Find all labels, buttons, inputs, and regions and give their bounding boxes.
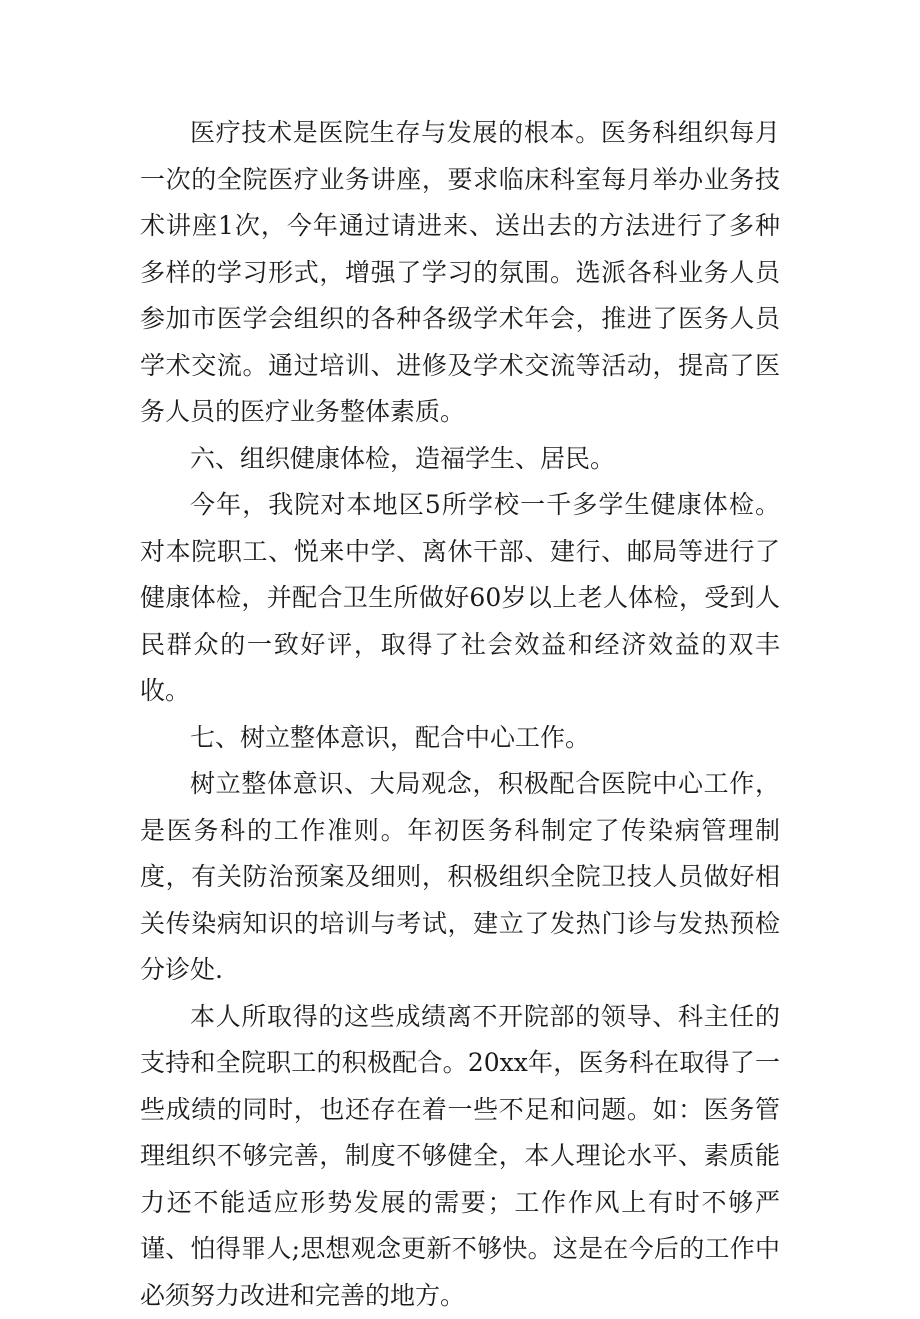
heading-section-seven: 七、树立整体意识，配合中心工作。 (140, 715, 780, 762)
paragraph-medical-technology: 医疗技术是医院生存与发展的根本。医务科组织每月一次的全院医疗业务讲座，要求临床科室每月举办业务技术讲座1次，今年通过请进来、送出去的方法进行了多种多样的学习形式，增强了学习的氛围。选派各科业务人员参加市医学会组织的各种各级学术年会，推进了医务人员学术交流。通过培训、进修及学术交流等活动，提高了医务人员的医疗业务整体素质。 (140, 110, 780, 436)
heading-section-six: 六、组织健康体检，造福学生、居民。 (140, 436, 780, 483)
document-body (140, 110, 780, 1319)
paragraph-overall-awareness: 树立整体意识、大局观念，积极配合医院中心工作，是医务科的工作准则。年初医务科制定了传染病管理制度，有关防治预案及细则，积极组织全院卫技人员做好相关传染病知识的培训与考试，建立了发热门诊与发热预检分诊处. (140, 761, 780, 994)
paragraph-summary: 本人所取得的这些成绩离不开院部的领导、科主任的支持和全院职工的积极配合。20xx年，医务科在取得了一些成绩的同时，也还存在着一些不足和问题。如：医务管理组织不够完善，制度不够健全，本人理论水平、素质能力还不能适应形势发展的需要；工作作风上有时不够严谨、怕得罪人;思想观念更新不够快。这是在今后的工作中必须努力改进和完善的地方。 (140, 994, 780, 1319)
paragraph-health-checkup: 今年，我院对本地区5所学校一千多学生健康体检。对本院职工、悦来中学、离休干部、建行、邮局等进行了健康体检，并配合卫生所做好60岁以上老人体检，受到人民群众的一致好评，取得了社会效益和经济效益的双丰收。 (140, 482, 780, 715)
